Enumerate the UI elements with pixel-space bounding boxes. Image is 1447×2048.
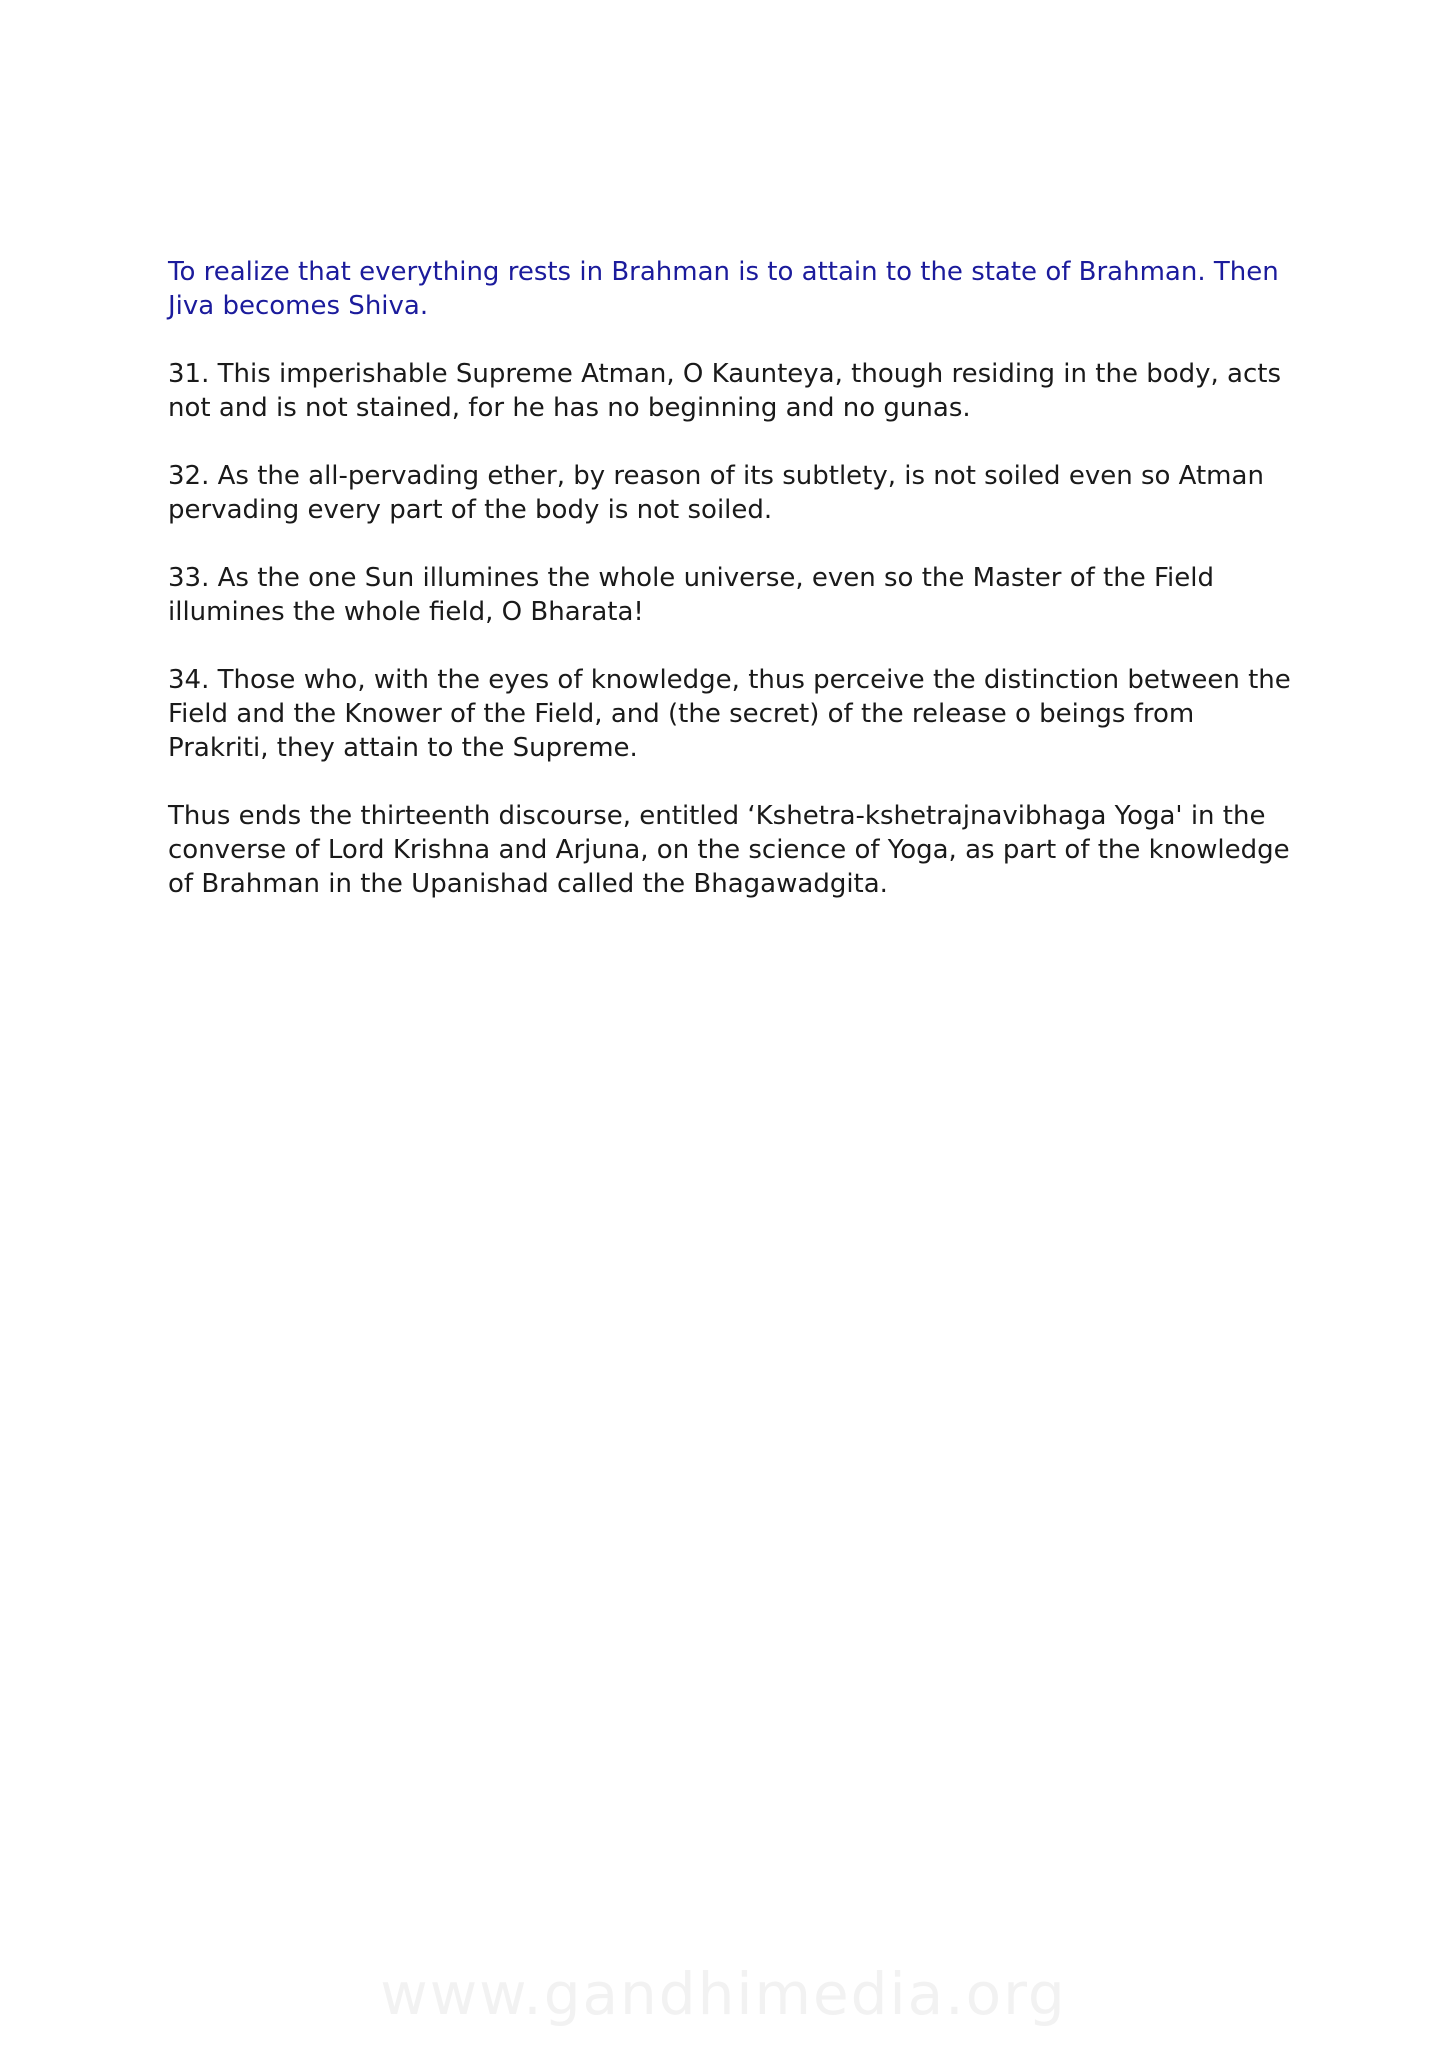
commentary-paragraph: To realize that everything rests in Brahman is to attain to the state of Brahman. Then Jiva becomes Shiva. (168, 257, 1279, 321)
verse-32: 32. As the all-pervading ether, by reason of its subtlety, is not soiled even so Atman pervading every part of the body is not soiled. (168, 461, 1264, 525)
watermark: www.gandhimedia.org (380, 1960, 1067, 2028)
verse-31: 31. This imperishable Supreme Atman, O Kaunteya, though residing in the body, acts not and is not stained, for he has no beginning and no gunas. (168, 359, 1282, 423)
document-body (168, 255, 1298, 935)
closing-paragraph: Thus ends the thirteenth discourse, entitled ‘Kshetra-kshetrajnavibhaga Yoga' in the converse of Lord Krishna and Arjuna, on the science of Yoga, as part of the knowledge of Brahman in the Upanishad called the Bhagawadgita. (168, 801, 1290, 899)
verse-33: 33. As the one Sun illumines the whole universe, even so the Master of the Field illumines the whole field, O Bharata! (168, 563, 1214, 627)
verse-34: 34. Those who, with the eyes of knowledge, thus perceive the distinction between the Field and the Knower of the Field, and (the secret) of the release o beings from Prakriti, they attain to the Supreme. (168, 665, 1291, 763)
